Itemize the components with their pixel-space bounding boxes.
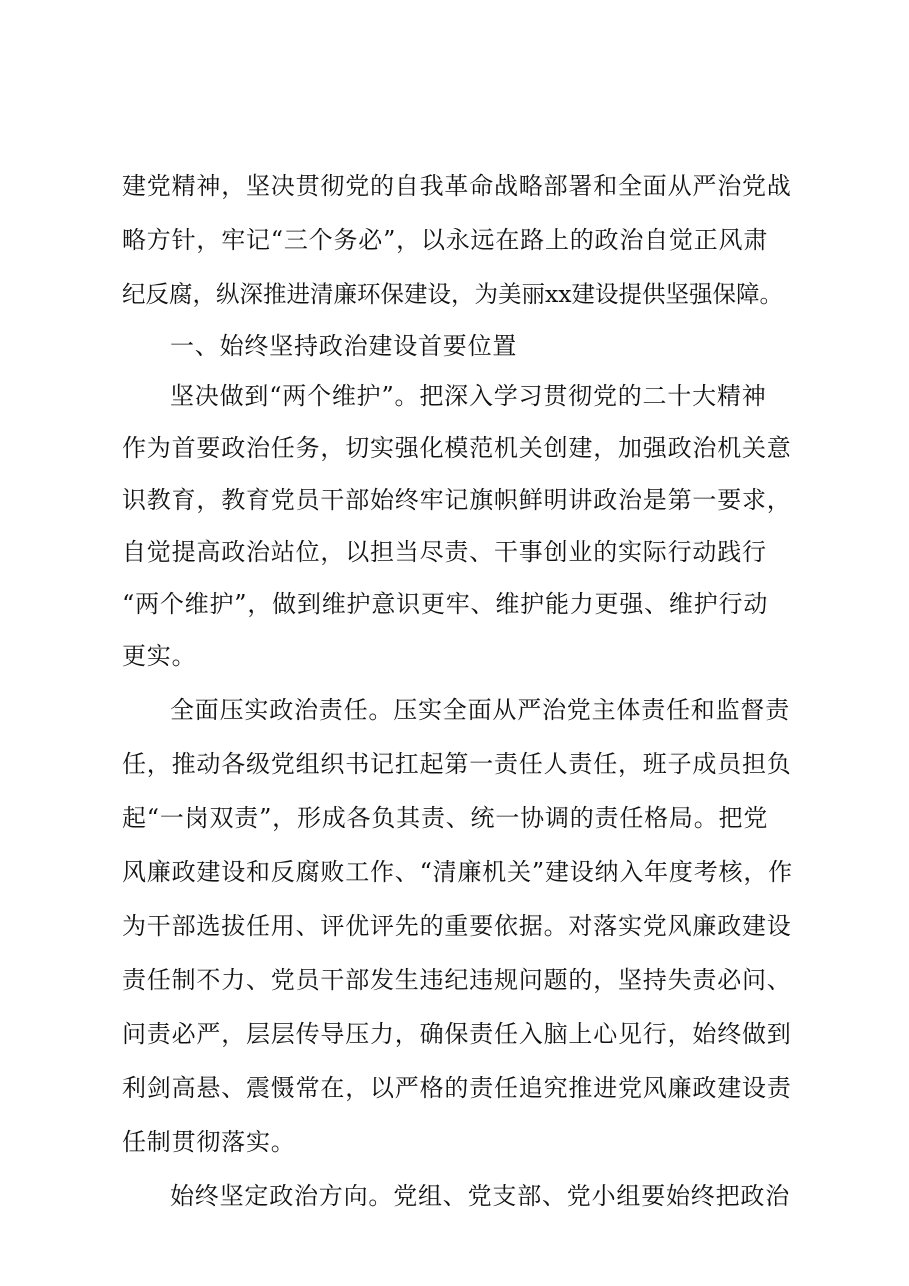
paragraph-line: 坚决做到“两个维护”。把深入学习贯彻党的二十大精神 (170, 382, 767, 410)
paragraph-line: 起“一岗双责”，形成各负其责、统一协调的责任格局。把党 (122, 804, 769, 832)
paragraph-line: 略方针，牢记“三个务必”，以永远在路上的政治自觉正风肃 (122, 226, 769, 254)
paragraph-line: 为干部选拔任用、评优评先的重要依据。对落实党风廉政建设 (122, 912, 792, 940)
paragraph-line: 任，推动各级党组织书记扛起第一责任人责任，班子成员担负 (122, 750, 792, 778)
paragraph-line: 作为首要政治任务，切实强化模范机关创建，加强政治机关意 (122, 434, 792, 462)
paragraph-line: 识教育，教育党员干部始终牢记旗帜鲜明讲政治是第一要求， (122, 486, 792, 514)
paragraph-line: 利剑高悬、震慑常在，以严格的责任追究推进党风廉政建设责 (122, 1074, 792, 1102)
paragraph-line: 更实。 (122, 642, 197, 670)
section-heading: 一、始终坚持政治建设首要位置 (170, 332, 518, 360)
paragraph-line: 问责必严，层层传导压力，确保责任入脑上心见行，始终做到 (122, 1020, 792, 1048)
paragraph-line: 始终坚定政治方向。党组、党支部、党小组要始终把政治 (170, 1182, 790, 1210)
paragraph-line: 任制贯彻落实。 (122, 1128, 296, 1156)
paragraph-line: 自觉提高政治站位，以担当尽责、干事创业的实际行动践行 (122, 538, 767, 566)
paragraph-line: 建党精神，坚决贯彻党的自我革命战略部署和全面从严治党战 (122, 172, 792, 200)
paragraph-line: 纪反腐，纵深推进清廉环保建设，为美丽xx建设提供坚强保障。 (122, 280, 784, 308)
paragraph-line: 责任制不力、党员干部发生违纪违规问题的，坚持失责必问、 (122, 966, 792, 994)
paragraph-line: 风廉政建设和反腐败工作、“清廉机关”建设纳入年度考核，作 (122, 858, 793, 886)
paragraph-line: “两个维护”，做到维护意识更牢、维护能力更强、维护行动 (122, 590, 769, 618)
paragraph-line: 全面压实政治责任。压实全面从严治党主体责任和监督责 (170, 696, 790, 724)
